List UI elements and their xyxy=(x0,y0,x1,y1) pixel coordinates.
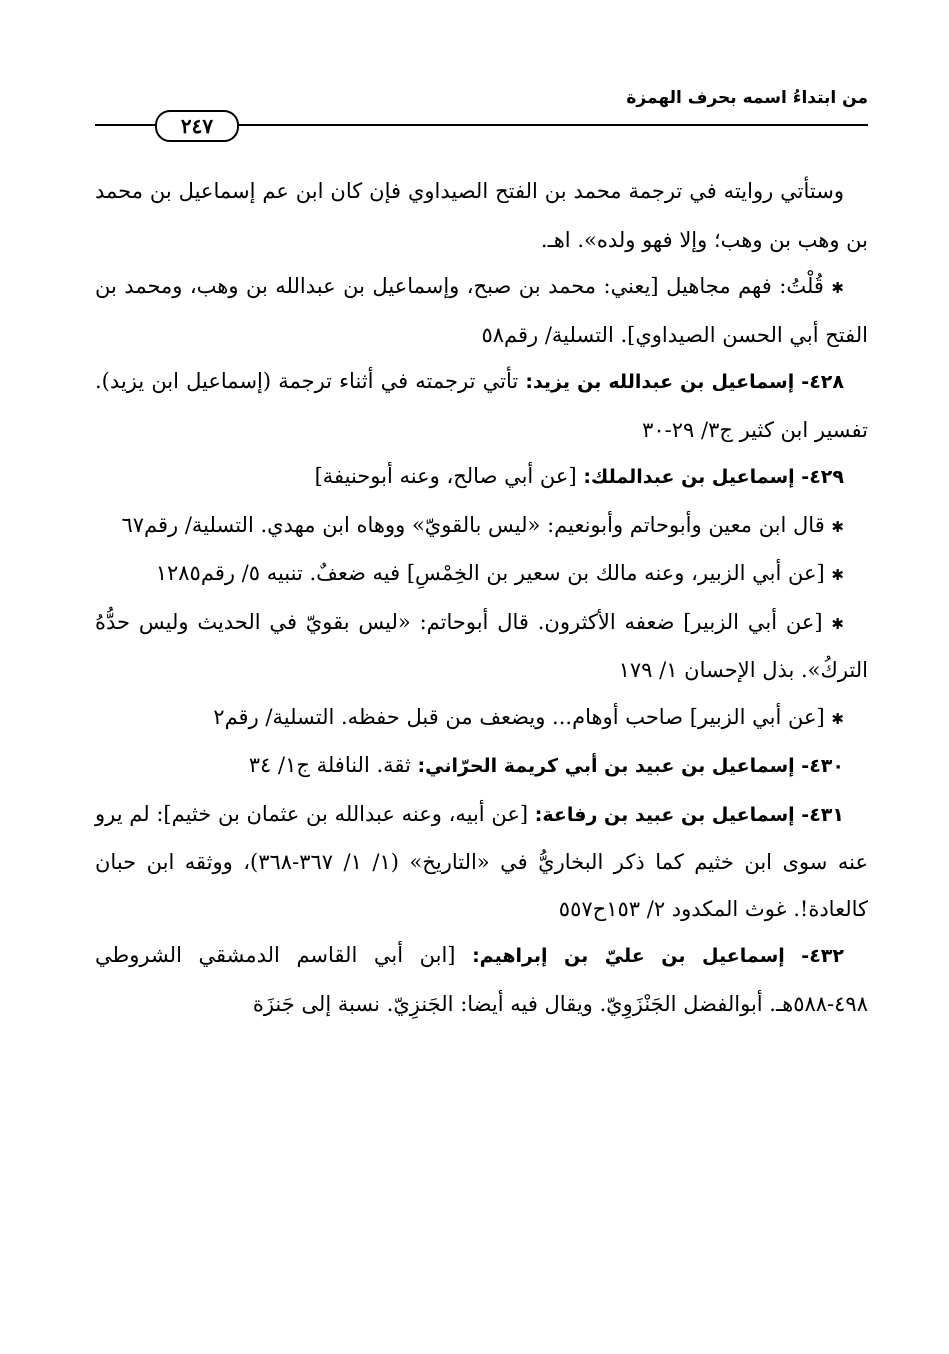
paragraph xyxy=(95,694,868,743)
bullet-star-icon: ✱ xyxy=(831,709,844,728)
paragraph-text: [ابن أبي القاسم الدمشقي الشروطي ٤٩٨-٥٨٨هـ. أبوالفضل الجَنْزَوِيّ. ويقال فيه أيضا: الجَنزِيّ. نسبة إلى جَنزَة xyxy=(95,943,868,1016)
bullet-star-icon: ✱ xyxy=(831,566,844,584)
bullet-star-icon: ✱ xyxy=(831,279,844,297)
paragraph-text: قال ابن معين وأبوحاتم وأبونعيم: «ليس بالقويّ» ووهاه ابن مهدي. التسلية/ رقم٦٧ xyxy=(121,512,832,537)
entry-heading: ٤٣١- إسماعيل بن عبيد بن رفاعة: xyxy=(534,803,844,826)
entry-heading: ٤٢٩- إسماعيل بن عبدالملك: xyxy=(583,466,844,488)
paragraph-text: تأتي ترجمته في أثناء ترجمة (إسماعيل ابن يزيد). تفسير ابن كثير ج٣/ ٢٩-٣٠ xyxy=(95,369,868,442)
page-number: ٢٤٧ xyxy=(155,110,239,142)
paragraph-text: [عن أبي الزبير] ضعفه الأكثرون. قال أبوحاتم: «ليس بقويّ في الحديث وليس حدُّهُ التركُ». بذل الإحسان ١/ ١٧٩ xyxy=(95,609,868,682)
running-header xyxy=(95,82,868,142)
entry-heading: ٤٣٢- إسماعيل بن عليّ بن إبراهيم: xyxy=(472,945,844,967)
entry-heading: ٤٣٠- إسماعيل بن عبيد بن أبي كريمة الحرّاني: xyxy=(417,755,844,777)
paragraph xyxy=(95,263,868,358)
paragraph xyxy=(95,550,868,599)
paragraph-text: ثقة. النافلة ج١/ ٣٤ xyxy=(248,753,418,777)
body-text xyxy=(95,168,868,1027)
paragraph-text: [عن أبي الزبير] صاحب أوهام... ويضعف من قبل حفظه. التسلية/ رقم٢ xyxy=(213,704,832,729)
paragraph xyxy=(95,791,868,933)
paragraph-text: [عن أبي الزبير، وعنه مالك بن سعير بن الخِمْسِ] فيه ضعفٌ. تنبيه ٥/ رقم١٢٨٥ xyxy=(155,561,832,585)
paragraph xyxy=(95,932,868,1027)
paragraph-text: قُلْتُ: فهم مجاهيل [يعني: محمد بن صبح، وإسماعيل بن عبدالله بن وهب، ومحمد بن الفتح أبي الحسن الصيداوي]. التسلية/ رقم٥٨ xyxy=(95,274,868,347)
header-title: من ابتداءُ اسمه بحرف الهمزة xyxy=(626,88,868,108)
bullet-star-icon: ✱ xyxy=(831,614,844,633)
paragraph-text: [عن أبيه، وعنه عبدالله بن عثمان بن خثيم]: لم يرو عنه سوى ابن خثيم كما ذكر البخاريُّ في «التاريخ» (١/ ١/ ٣٦٧-٣٦٨)، ووثقه ابن حبان كالعادة!. غوث المكدود ٢/ ١٥٣ح٥٥٧ xyxy=(95,801,868,921)
paragraph xyxy=(95,358,868,453)
paragraph xyxy=(95,502,868,551)
paragraph xyxy=(95,599,868,694)
entry-heading: ٤٢٨- إسماعيل بن عبدالله بن يزيد: xyxy=(525,371,844,393)
paragraph xyxy=(95,453,868,502)
paragraph-text: وستأتي روايته في ترجمة محمد بن الفتح الصيداوي فإن كان ابن عم إسماعيل بن محمد بن وهب بن وهب؛ وإلا فهو ولده». اهـ. xyxy=(95,179,868,252)
bullet-star-icon: ✱ xyxy=(831,517,844,536)
paragraph-text: [عن أبي صالح، وعنه أبوحنيفة] xyxy=(314,464,584,488)
paragraph xyxy=(95,168,868,263)
paragraph xyxy=(95,742,868,791)
